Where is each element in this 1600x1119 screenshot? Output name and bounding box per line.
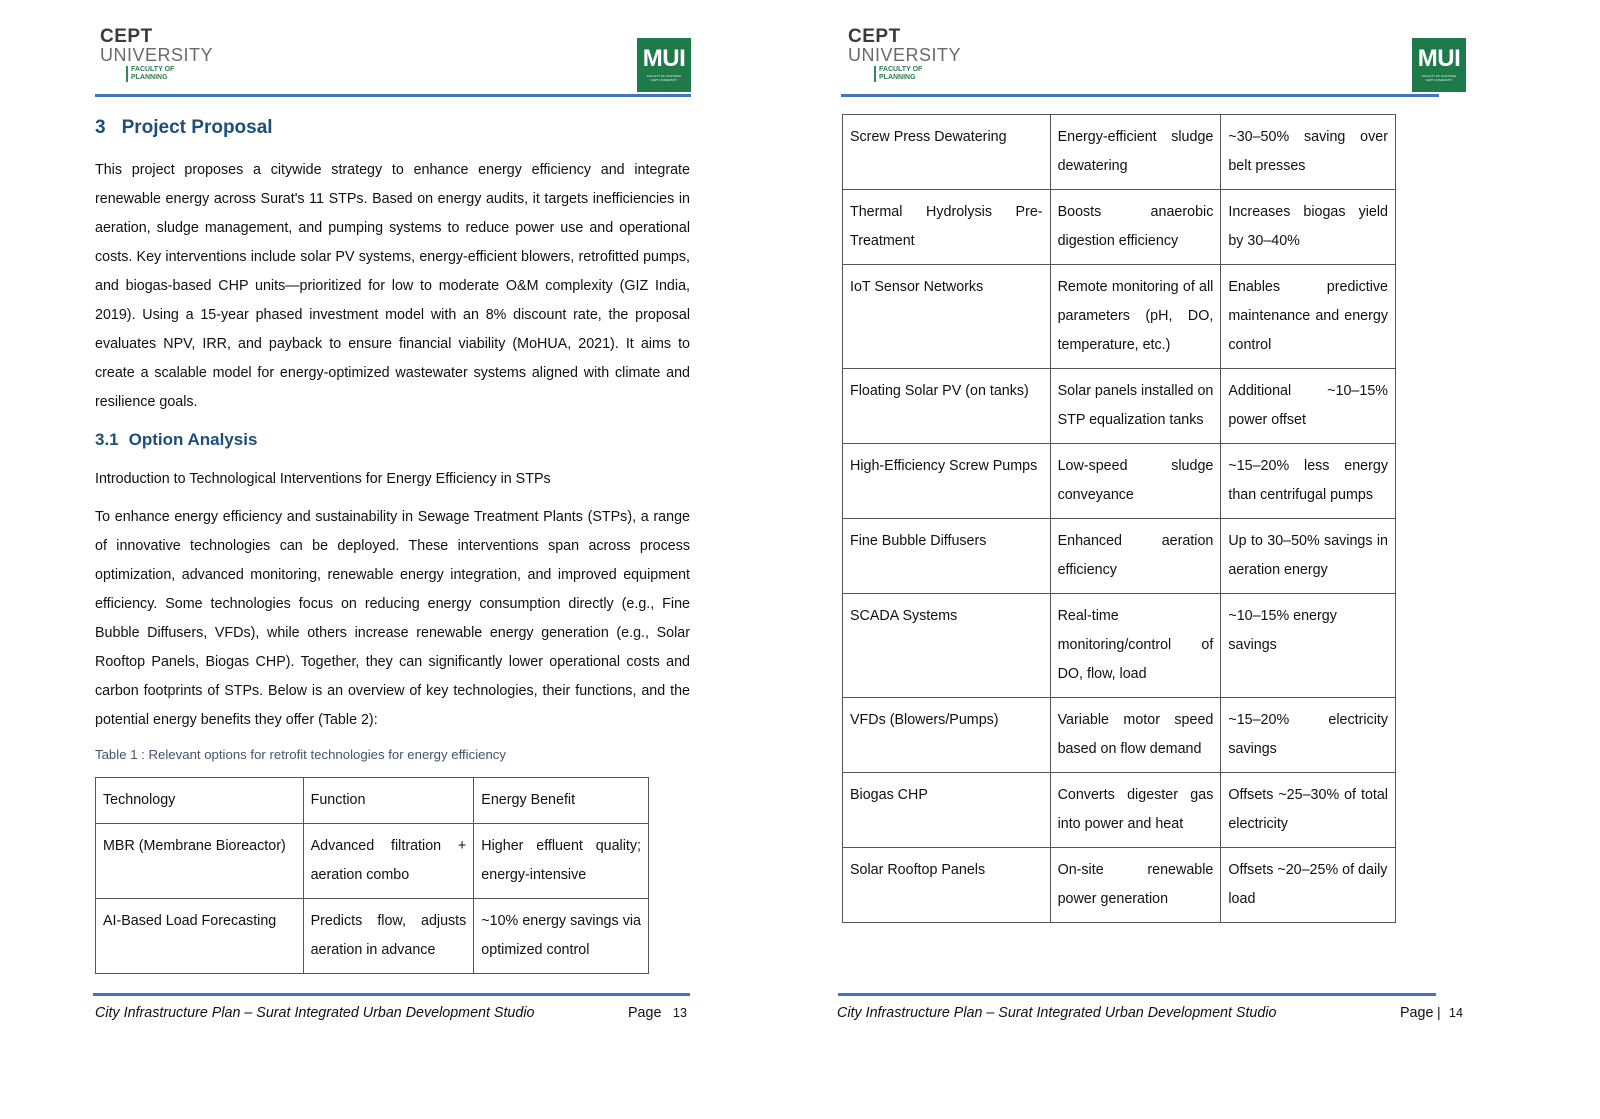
table-cell: Low-speed sludge conveyance <box>1050 444 1221 519</box>
table-cell: Solar panels installed on STP equalization tanks <box>1050 369 1221 444</box>
table-row <box>843 190 1396 265</box>
table-row <box>843 369 1396 444</box>
section-number: 3 <box>95 117 106 138</box>
right-page <box>837 0 1497 1119</box>
table-cell: VFDs (Blowers/Pumps) <box>843 698 1051 773</box>
mui-logo <box>637 38 691 92</box>
page-separator: | <box>1437 1004 1441 1020</box>
table-cell: ~15–20% electricity savings <box>1221 698 1396 773</box>
table-cell: MBR (Membrane Bioreactor) <box>96 824 304 899</box>
logo-cept-text: CEPT <box>100 26 153 47</box>
table-cell: ~15–20% less energy than centrifugal pumps <box>1221 444 1396 519</box>
table-cell: Energy-efficient sludge dewatering <box>1050 115 1221 190</box>
table-cell: Enhanced aeration efficiency <box>1050 519 1221 594</box>
table-cell: SCADA Systems <box>843 594 1051 698</box>
logo-faculty-text: FACULTY OF PLANNING <box>874 66 958 82</box>
table-cell: Fine Bubble Diffusers <box>843 519 1051 594</box>
table-cell: Additional ~10–15% power offset <box>1221 369 1396 444</box>
intro-line: Introduction to Technological Interventions for Energy Efficiency in STPs <box>95 471 551 487</box>
table-row <box>843 519 1396 594</box>
table-header-row <box>96 778 649 824</box>
table-cell: Predicts flow, adjusts aeration in advance <box>303 899 474 974</box>
table-row <box>843 594 1396 698</box>
logo-cept-text: CEPT <box>848 26 901 47</box>
table-cell: Increases biogas yield by 30–40% <box>1221 190 1396 265</box>
table-cell: Floating Solar PV (on tanks) <box>843 369 1051 444</box>
footer-rule <box>838 993 1436 996</box>
section-heading <box>95 117 273 139</box>
mui-logo-sub1: FACULTY OF PLANNING <box>1421 74 1457 78</box>
mui-logo-sub2: CEPT UNIVERSITY <box>650 78 678 82</box>
table-cell: Enables predictive maintenance and energy control <box>1221 265 1396 369</box>
mui-logo-sub1: FACULTY OF PLANNING <box>646 74 682 78</box>
table-cell: Advanced filtration + aeration combo <box>303 824 474 899</box>
subsection-heading <box>95 430 257 450</box>
intro-paragraph: This project proposes a citywide strategy to enhance energy efficiency and integrate renewable energy across Surat's 11 STPs. Based on energy audits, it targets inefficiencies in aeration, sludge management, and pumping systems to reduce power use and operational costs. Key interventions include solar PV systems, energy-efficient blowers, retrofitted pumps, and biogas-based CHP units—prioritized for low to moderate O&M complexity (GIZ India, 2019). Using a 15-year phased investment model with an 8% discount rate, the proposal evaluates NPV, IRR, and payback to ensure financial viability (MoHUA, 2021). It aims to create a scalable model for energy-optimized wastewater systems aligned with climate and resilience goals. <box>95 162 690 410</box>
table-cell: Higher effluent quality; energy-intensive <box>474 824 649 899</box>
technologies-paragraph: To enhance energy efficiency and sustainability in Sewage Treatment Plants (STPs), a range of innovative technologies can be deployed. These interventions span across process optimization, advanced monitoring, renewable energy integration, and improved equipment efficiency. Some technologies focus on reducing energy consumption directly (e.g., Fine Bubble Diffusers, VFDs), while others increase renewable energy generation (e.g., Solar Rooftop Panels, Biogas CHP). Together, they can significantly lower operational costs and carbon footprints of STPs. Below is an overview of key technologies, their functions, and the potential energy benefits they offer (Table 2): <box>95 509 690 728</box>
footer-text: City Infrastructure Plan – Surat Integrated Urban Development Studio <box>95 1005 535 1021</box>
table-row <box>96 824 649 899</box>
table-caption: Table 1 : Relevant options for retrofit technologies for energy efficiency <box>95 747 506 762</box>
table-cell: On-site renewable power generation <box>1050 848 1221 923</box>
table-row <box>96 899 649 974</box>
page-label: Page <box>1400 1005 1434 1021</box>
table-cell: ~10–15% energy savings <box>1221 594 1396 698</box>
left-page <box>95 0 735 1119</box>
table-cell: Solar Rooftop Panels <box>843 848 1051 923</box>
page-label: Page <box>628 1005 662 1021</box>
mui-logo <box>1412 38 1466 92</box>
table-cell: ~30–50% saving over belt presses <box>1221 115 1396 190</box>
cept-university-logo <box>100 26 214 84</box>
table-cell: Boosts anaerobic digestion efficiency <box>1050 190 1221 265</box>
subsection-title: Option Analysis <box>128 430 258 449</box>
logo-university-text: UNIVERSITY <box>848 45 962 65</box>
logo-faculty-text: FACULTY OF PLANNING <box>126 66 210 82</box>
header-rule <box>95 94 691 97</box>
table-row <box>843 265 1396 369</box>
table-header-cell: Technology <box>96 778 304 824</box>
table-cell: Converts digester gas into power and heat <box>1050 773 1221 848</box>
footer-text: City Infrastructure Plan – Surat Integrated Urban Development Studio <box>837 1005 1277 1021</box>
subsection-number: 3.1 <box>95 430 119 449</box>
table-cell: Real-time monitoring/control of DO, flow, load <box>1050 594 1221 698</box>
table-cell: Offsets ~20–25% of daily load <box>1221 848 1396 923</box>
table-cell: Remote monitoring of all parameters (pH, DO, temperature, etc.) <box>1050 265 1221 369</box>
table-header-cell: Function <box>303 778 474 824</box>
table-row <box>843 115 1396 190</box>
page-number: 14 <box>1449 1006 1463 1020</box>
table-cell: Screw Press Dewatering <box>843 115 1051 190</box>
page-number: 13 <box>673 1006 687 1020</box>
header-rule <box>841 94 1439 97</box>
table-row <box>843 848 1396 923</box>
table-row <box>843 773 1396 848</box>
table-cell: Thermal Hydrolysis Pre-Treatment <box>843 190 1051 265</box>
mui-logo-text: MUI <box>642 45 686 72</box>
table-cell: Biogas CHP <box>843 773 1051 848</box>
table-cell: IoT Sensor Networks <box>843 265 1051 369</box>
section-title: Project Proposal <box>121 117 273 138</box>
table-header-cell: Energy Benefit <box>474 778 649 824</box>
logo-university-text: UNIVERSITY <box>100 45 214 65</box>
table-cell: AI-Based Load Forecasting <box>96 899 304 974</box>
table-cell: High-Efficiency Screw Pumps <box>843 444 1051 519</box>
table-row <box>843 444 1396 519</box>
table-cell: Variable motor speed based on flow demand <box>1050 698 1221 773</box>
technology-table-part1 <box>95 777 649 974</box>
table-cell: ~10% energy savings via optimized control <box>474 899 649 974</box>
table-cell: Offsets ~25–30% of total electricity <box>1221 773 1396 848</box>
cept-university-logo <box>848 26 962 84</box>
table-cell: Up to 30–50% savings in aeration energy <box>1221 519 1396 594</box>
mui-logo-sub2: CEPT UNIVERSITY <box>1425 78 1453 82</box>
footer-rule <box>93 993 690 996</box>
table-row <box>843 698 1396 773</box>
mui-logo-text: MUI <box>1417 45 1461 72</box>
technology-table-part2 <box>842 114 1396 923</box>
